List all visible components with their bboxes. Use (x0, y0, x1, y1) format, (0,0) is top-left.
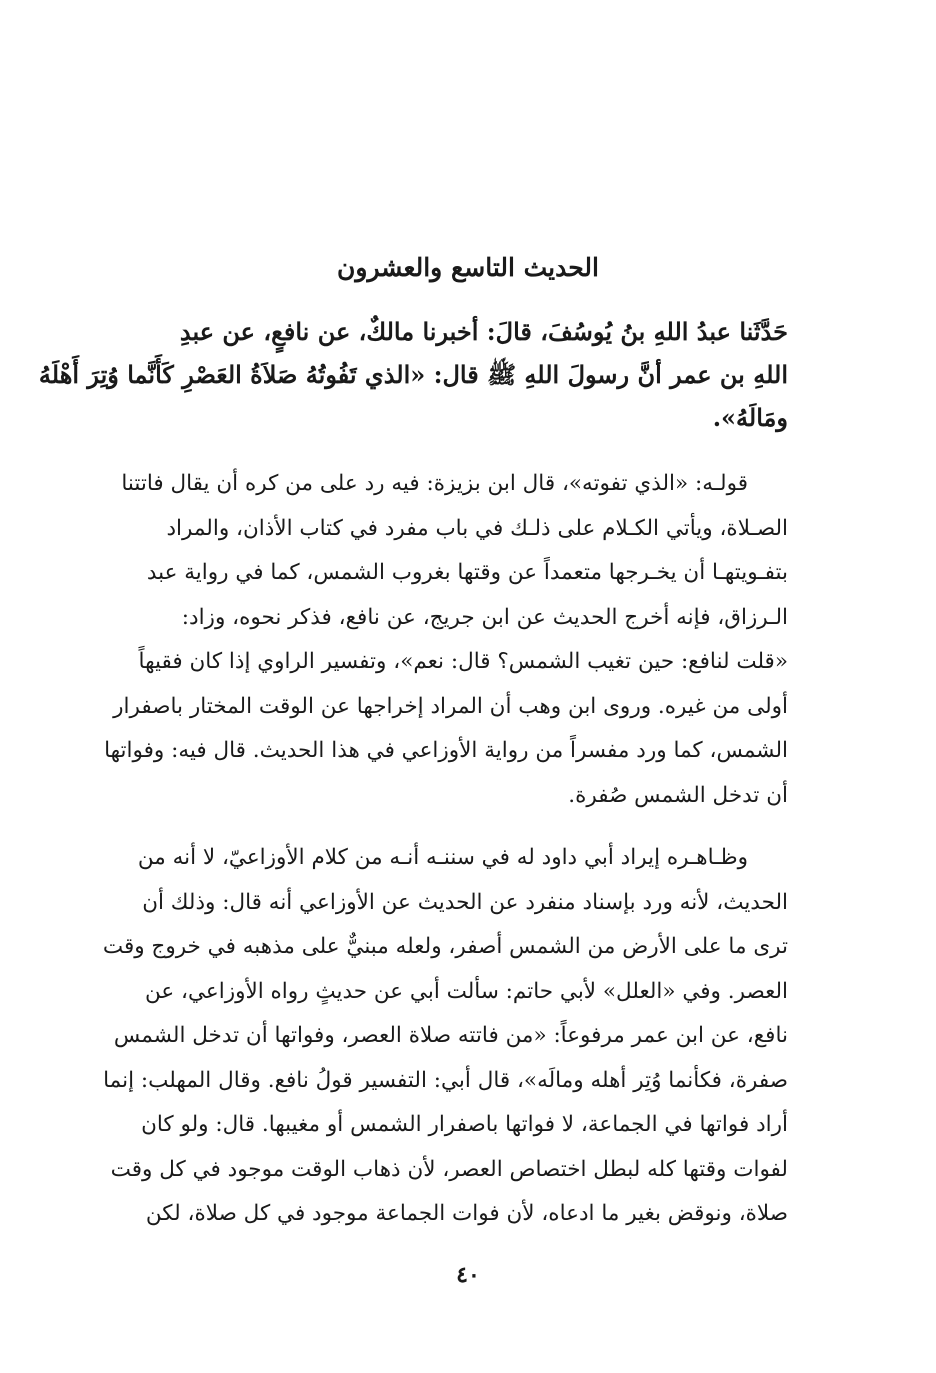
paragraph-line: قولـه: «الذي تفوته»، قال ابن بزيزة: فيه رد على من كره أن يقال فاتتنا (121, 471, 748, 496)
paragraph-line: الشمس، كما ورد مفسراً من رواية الأوزاعي في هذا الحديث. قال فيه: وفواتها (104, 738, 788, 763)
paragraph-line: بتفـويتهـا أن يخـرجها متعمداً عن وقتها بغروب الشمس، كما في رواية عبد (146, 560, 788, 585)
commentary-paragraph-1 (104, 462, 788, 818)
paragraph-line: «قلت لنافع: حين تغيب الشمس؟ قال: نعم»، وتفسير الراوي إذا كان فقيهاً (138, 649, 788, 674)
hadith-line: ومَالَهُ». (712, 403, 788, 432)
paragraph-line: لفوات وقتها كله لبطل اختصاص العصر، لأن ذهاب الوقت موجود في كل وقت (110, 1156, 788, 1182)
paragraph-line: صفرة، فكأنما وُتِر أهله ومالَه»، قال أبي: التفسير قولُ نافع. وقال المهلب: إنما (103, 1067, 788, 1093)
paragraph-line: الحديث، لأنه ورد بإسناد منفرد عن الحديث عن الأوزاعي أنه قال: وذلك أن (142, 889, 788, 915)
hadith-chapter-title: الحديث التاسع والعشرون (337, 253, 599, 282)
hadith-line: حَدَّثَنا عبدُ اللهِ بنُ يُوسُفَ، قالَ: أخبرنا مالكٌ، عن نافعٍ، عن عبدِ (179, 317, 788, 346)
paragraph-line: الـرزاق، فإنه أخرج الحديث عن ابن جريج، عن نافع، فذكر نحوه، وزاد: (181, 604, 788, 630)
page-number: ٤٠ (456, 1262, 480, 1288)
paragraph-line: ترى ما على الأرض من الشمس أصفر، ولعله مبنيٌّ على مذهبه في خروج وقت (102, 934, 788, 959)
paragraph-line: وظـاهـره إيراد أبي داود له في سننـه أنـه من كلام الأوزاعيّ، لا أنه من (137, 845, 748, 870)
paragraph-line: العصر. وفي «العلل» لأبي حاتم: سألت أبي عن حديثٍ رواه الأوزاعي، عن (145, 978, 788, 1004)
paragraph-line: أولى من غيره. وروى ابن وهب أن المراد إخراجها عن الوقت المختار باصفرار (113, 693, 788, 719)
paragraph-line: أن تدخل الشمس صُفرة. (568, 782, 788, 808)
hadith-text (38, 310, 788, 439)
paragraph-line: صلاة، ونوقض بغير ما ادعاه، لأن فوات الجماعة موجود في كل صلاة، لكن (145, 1201, 788, 1226)
commentary-paragraph-2 (102, 836, 788, 1237)
hadith-line: اللهِ بن عمر أنَّ رسولَ اللهِ ﷺ قال: «الذي تَفُوتُهُ صَلاَةُ العَصْرِ كَأَنَّما وُتِرَ أَهْلَهُ (38, 360, 788, 389)
paragraph-line: نافع، عن ابن عمر مرفوعاً: «من فاتته صلاة العصر، وفواتها أن تدخل الشمس (113, 1023, 788, 1048)
paragraph-line: أراد فواتها في الجماعة، لا فواتها باصفرار الشمس أو مغيبها. قال: ولو كان (141, 1112, 788, 1137)
paragraph-line: الصـلاة، ويأتي الكـلام على ذلـك في باب مفرد في كتاب الأذان، والمراد (166, 515, 788, 541)
